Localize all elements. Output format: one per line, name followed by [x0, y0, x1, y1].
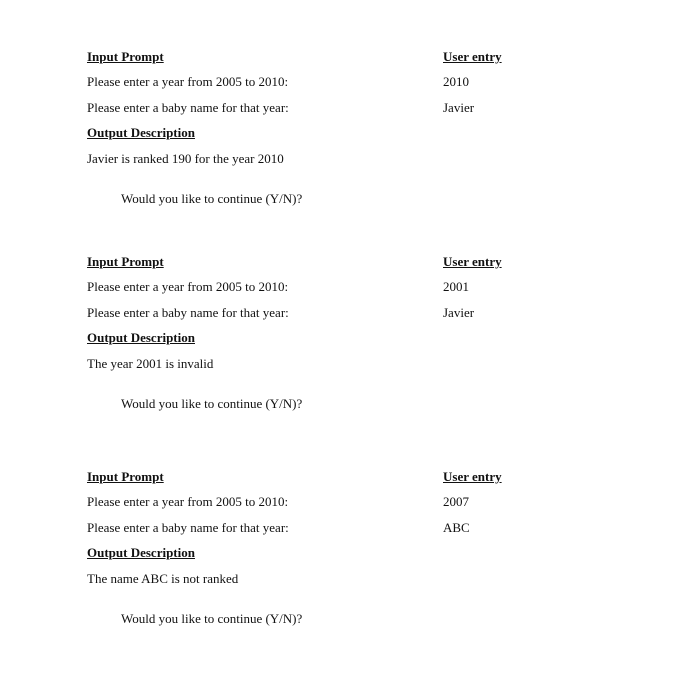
name-entry: ABC — [443, 520, 470, 535]
output-description-heading: Output Description — [87, 330, 195, 345]
user-entry-heading: User entry — [443, 49, 502, 64]
name-prompt: Please enter a baby name for that year: — [87, 305, 289, 320]
user-entry-heading: User entry — [443, 254, 502, 269]
name-prompt: Please enter a baby name for that year: — [87, 100, 289, 115]
example-block-3 — [0, 466, 685, 666]
output-text: The name ABC is not ranked — [87, 571, 239, 586]
year-entry: 2007 — [443, 494, 469, 509]
name-entry: Javier — [443, 100, 475, 115]
input-prompt-heading: Input Prompt — [87, 49, 164, 64]
input-prompt-heading: Input Prompt — [87, 254, 164, 269]
year-entry: 2001 — [443, 279, 469, 294]
year-prompt: Please enter a year from 2005 to 2010: — [87, 279, 289, 294]
year-prompt: Please enter a year from 2005 to 2010: — [87, 494, 289, 509]
continue-prompt: Would you like to continue (Y/N)? — [121, 191, 303, 206]
output-description-heading: Output Description — [87, 545, 195, 560]
name-prompt: Please enter a baby name for that year: — [87, 520, 289, 535]
year-prompt: Please enter a year from 2005 to 2010: — [87, 74, 289, 89]
input-prompt-heading: Input Prompt — [87, 469, 164, 484]
name-entry: Javier — [443, 305, 475, 320]
example-block-2 — [0, 251, 685, 451]
user-entry-heading: User entry — [443, 469, 502, 484]
output-text: The year 2001 is invalid — [87, 356, 214, 371]
output-description-heading: Output Description — [87, 125, 195, 140]
output-text: Javier is ranked 190 for the year 2010 — [87, 151, 284, 166]
year-entry: 2010 — [443, 74, 469, 89]
continue-prompt: Would you like to continue (Y/N)? — [121, 396, 303, 411]
example-block-1 — [0, 46, 685, 246]
continue-prompt: Would you like to continue (Y/N)? — [121, 611, 303, 626]
